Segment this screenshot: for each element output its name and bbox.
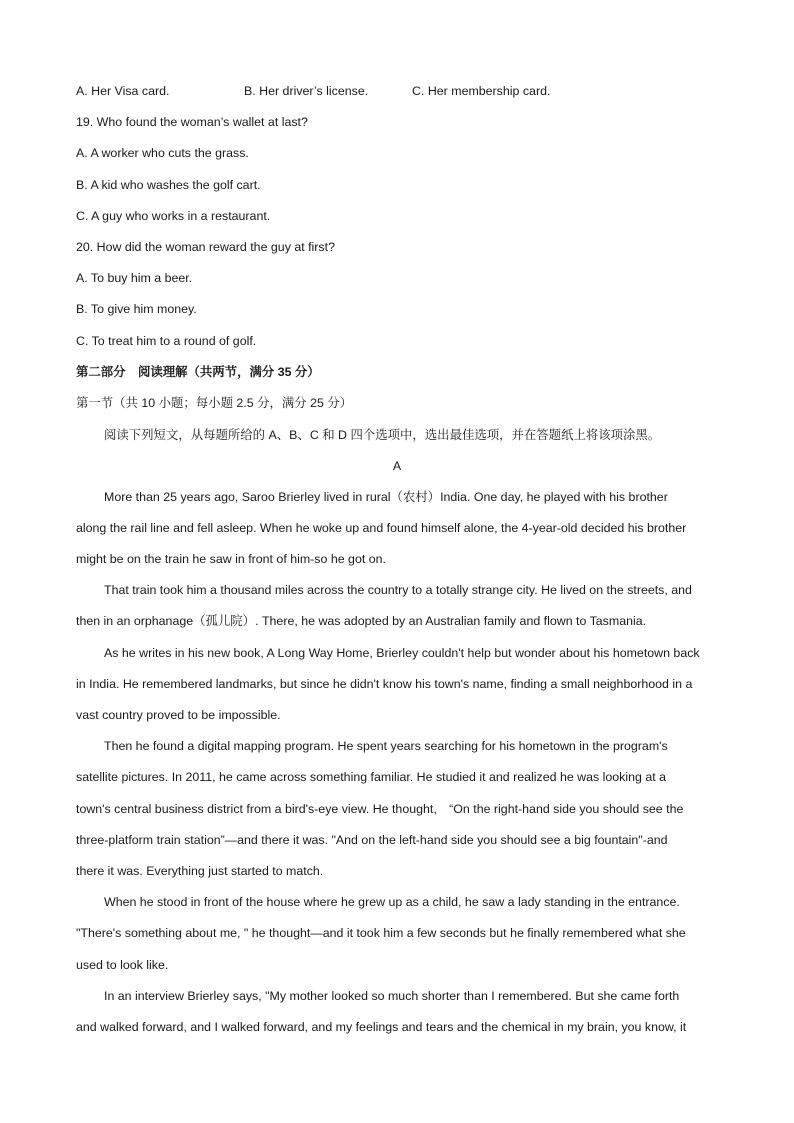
- q20-stem: 20. How did the woman reward the guy at first?: [76, 240, 335, 254]
- passage-line: then in an orphanage（孤儿院）. There, he was adopted by an Australian family and flown to Tasmania.: [76, 614, 647, 628]
- passage-line: "There's something about me, " he thought—and it took him a few seconds but he finally remembered what she: [76, 926, 686, 940]
- passage-line: three-platform train station”—and there it was. "And on the left-hand side you should see a big fountain"-and: [76, 833, 668, 847]
- q19-option-c: C. A guy who works in a restaurant.: [76, 209, 271, 223]
- passage-line: might be on the train he saw in front of him-so he got on.: [76, 552, 386, 566]
- passage-line: and walked forward, and I walked forward, and my feelings and tears and the chemical in my brain, you know, it: [76, 1020, 687, 1034]
- passage-line: When he stood in front of the house where he grew up as a child, he saw a lady standing in the entrance.: [104, 895, 680, 909]
- passage-line: there it was. Everything just started to match.: [76, 864, 324, 878]
- q20-option-c: C. To treat him to a round of golf.: [76, 334, 257, 348]
- q18-option-a: A. Her Visa card.: [76, 84, 170, 98]
- passage-line: town's central business district from a bird's-eye view. He thought, “On the right-hand side you should see the: [76, 802, 684, 816]
- passage-line: used to look like.: [76, 958, 169, 972]
- passage-line: in India. He remembered landmarks, but since he didn't know his town's name, finding a small neighborhood in a: [76, 677, 693, 691]
- passage-line: More than 25 years ago, Saroo Brierley lived in rural（农村）India. One day, he played with his brother: [104, 490, 668, 504]
- q19-option-b: B. A kid who washes the golf cart.: [76, 178, 261, 192]
- passage-line: vast country proved to be impossible.: [76, 708, 281, 722]
- passage-label: A: [392, 459, 402, 473]
- q18-option-b: B. Her driver’s license.: [244, 84, 369, 98]
- passage-line: along the rail line and fell asleep. When he woke up and found himself alone, the 4-year-old decided his brother: [76, 521, 687, 535]
- passage-line: Then he found a digital mapping program. He spent years searching for his hometown in the program's: [104, 739, 668, 753]
- part2-heading: 第二部分 阅读理解（共两节，满分 35 分）: [76, 365, 320, 379]
- q18-option-c: C. Her membership card.: [412, 84, 551, 98]
- q19-option-a: A. A worker who cuts the grass.: [76, 146, 249, 160]
- section1-heading: 第一节（共 10 小题；每小题 2.5 分，满分 25 分）: [76, 396, 353, 410]
- passage-line: As he writes in his new book, A Long Way Home, Brierley couldn't help but wonder about his hometown back: [104, 646, 700, 660]
- q19-stem: 19. Who found the woman’s wallet at last?: [76, 115, 308, 129]
- reading-instruction: 阅读下列短文，从每题所给的 A、B、C 和 D 四个选项中，选出最佳选项，并在答题纸上将该项涂黑。: [104, 428, 661, 442]
- passage-line: In an interview Brierley says, "My mother looked so much shorter than I remembered. But she came forth: [104, 989, 680, 1003]
- q20-option-a: A. To buy him a beer.: [76, 271, 193, 285]
- passage-line: That train took him a thousand miles across the country to a totally strange city. He lived on the streets, and: [104, 583, 692, 597]
- passage-line: satellite pictures. In 2011, he came across something familiar. He studied it and realized he was looking at a: [76, 770, 667, 784]
- q20-option-b: B. To give him money.: [76, 302, 197, 316]
